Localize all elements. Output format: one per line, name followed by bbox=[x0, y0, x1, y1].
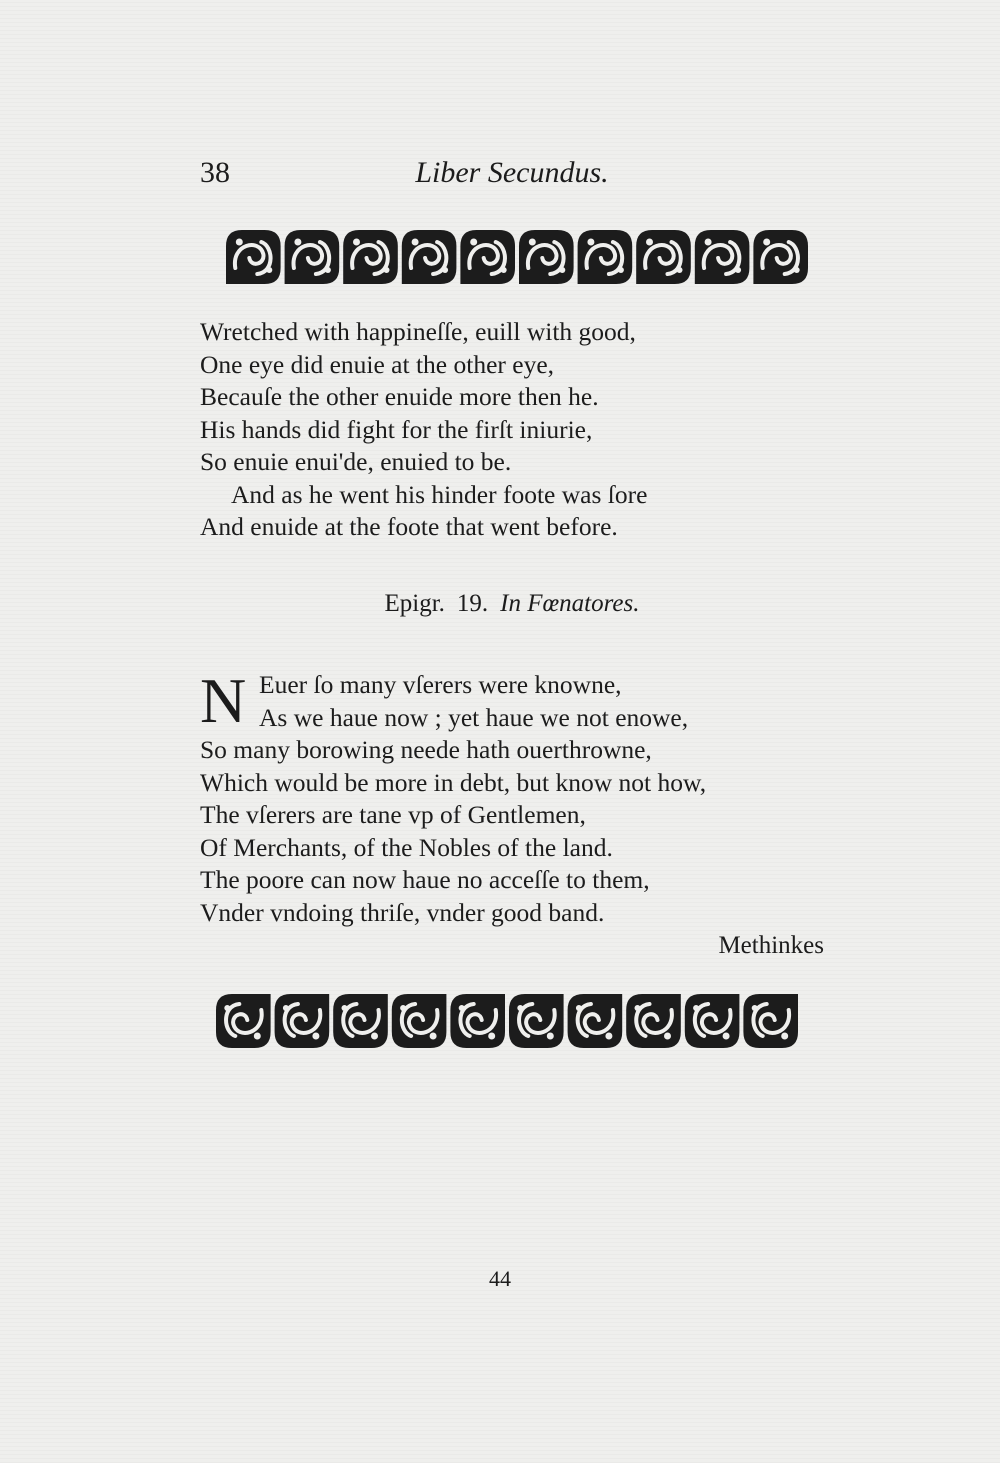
dropcap-block bbox=[200, 665, 824, 736]
epigram-number: 19. bbox=[456, 590, 489, 617]
verse-line: Which would be more in debt, but know not how, bbox=[200, 767, 707, 797]
verse-line: The vſerers are tane vp of Gentlemen, bbox=[200, 800, 586, 829]
scroll-ornament-icon bbox=[743, 994, 798, 1048]
verse-line: So enuie enui'de, enuied to be. bbox=[200, 447, 512, 476]
verse-line: And as he went his hinder foote was ſore bbox=[231, 479, 648, 509]
epigram-title: In Fœnatores. bbox=[500, 590, 640, 617]
verse-line: Of Merchants, of the Nobles of the land. bbox=[200, 832, 613, 862]
scroll-ornament-icon bbox=[450, 994, 505, 1048]
scroll-ornament-icon bbox=[333, 994, 388, 1048]
epigram-label: Epigr. bbox=[384, 590, 445, 617]
catchword: Methinkes bbox=[718, 932, 824, 959]
verse-line: The poore can now haue no acceſſe to them, bbox=[200, 865, 650, 894]
scroll-ornament-icon bbox=[216, 994, 271, 1048]
verse-line: And enuide at the foote that went before. bbox=[200, 512, 618, 541]
scroll-ornament-icon bbox=[343, 230, 398, 284]
epigram-heading bbox=[200, 590, 824, 618]
scroll-ornament-icon bbox=[226, 230, 281, 284]
scroll-ornament-icon bbox=[519, 230, 574, 284]
poem-stanza-2 bbox=[200, 665, 824, 929]
scroll-ornament-icon bbox=[578, 230, 633, 284]
verse-line: Becauſe the other enuide more then he. bbox=[200, 382, 599, 411]
poem-stanza-1 bbox=[200, 316, 824, 544]
scroll-ornament-icon bbox=[685, 994, 740, 1048]
folio-number: 38 bbox=[200, 156, 230, 189]
scroll-ornament-icon bbox=[392, 994, 447, 1048]
running-title: Liber Secundus. bbox=[415, 156, 609, 189]
scroll-ornament-icon bbox=[626, 994, 681, 1048]
scroll-ornament-icon bbox=[509, 994, 564, 1048]
scroll-ornament-icon bbox=[285, 230, 340, 284]
scroll-ornament-icon bbox=[402, 230, 457, 284]
top-ornament-border-icon bbox=[224, 224, 810, 288]
scroll-ornament-icon bbox=[275, 994, 330, 1048]
scroll-ornament-icon bbox=[695, 230, 750, 284]
scroll-ornament-icon bbox=[636, 230, 691, 284]
bottom-ornament-border-icon bbox=[214, 990, 800, 1054]
verse-line: One eye did enuie at the other eye, bbox=[200, 349, 555, 379]
verse-line: Euer ſo many vſerers were knowne, bbox=[259, 670, 622, 699]
scroll-ornament-icon bbox=[753, 230, 808, 284]
drop-capital: N bbox=[200, 665, 247, 736]
verse-line: So many borowing neede hath ouerthrowne, bbox=[200, 735, 652, 764]
scroll-ornament-icon bbox=[568, 994, 623, 1048]
verse-line: As we haue now ; yet haue we not enowe, bbox=[259, 703, 689, 732]
verse-line: Vnder vndoing thriſe, vnder good band. bbox=[200, 897, 605, 927]
scroll-ornament-icon bbox=[460, 230, 515, 284]
page-number: 44 bbox=[489, 1266, 511, 1291]
page-header bbox=[200, 156, 824, 196]
verse-line: Wretched with happineſſe, euill with good, bbox=[200, 317, 636, 346]
verse-line: His hands did fight for the firſt iniurie, bbox=[200, 414, 593, 444]
